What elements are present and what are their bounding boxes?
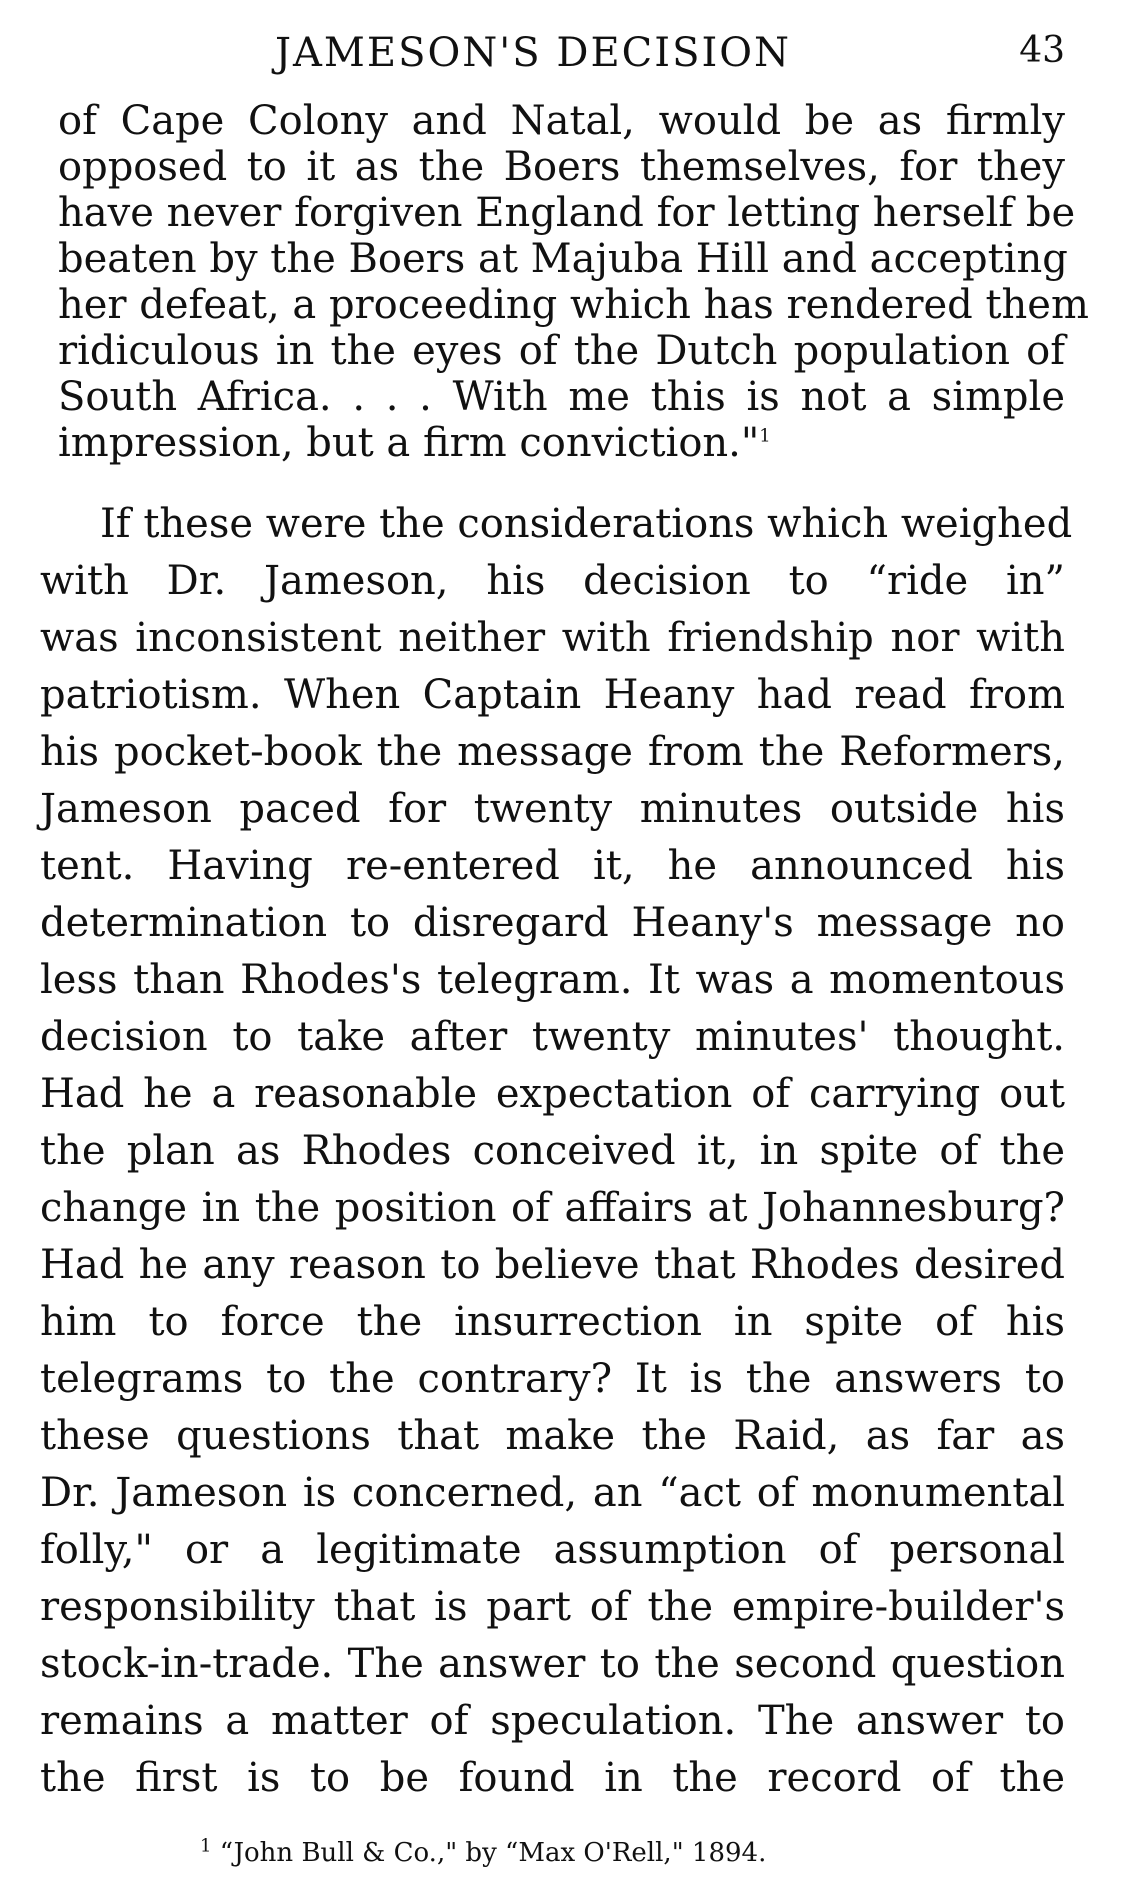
text-line-last bbox=[58, 420, 1065, 466]
text-line: the first is to be found in the record of the bbox=[40, 1755, 1065, 1801]
text-line: his pocket-book the message from the Reformers, bbox=[40, 729, 1065, 775]
footnote-reference: 1 bbox=[759, 425, 771, 447]
text-line: decision to take after twenty minutes' thought. bbox=[40, 1014, 1065, 1060]
quoted-passage bbox=[58, 98, 1089, 466]
text-line: opposed to it as the Boers themselves, for they bbox=[58, 144, 1065, 190]
footnote-text: “John Bull & Co.," by “Max O'Rell," 1894. bbox=[219, 1838, 767, 1868]
page-number: 43 bbox=[1019, 30, 1065, 71]
text-line: South Africa. . . . With me this is not a simple bbox=[58, 374, 1065, 420]
text-line: less than Rhodes's telegram. It was a momentous bbox=[40, 957, 1065, 1003]
text-line: with Dr. Jameson, his decision to “ride in” bbox=[40, 558, 1065, 604]
text-line: patriotism. When Captain Heany had read from bbox=[40, 672, 1065, 718]
text-line: Jameson paced for twenty minutes outside his bbox=[40, 786, 1065, 832]
text-line: If these were the considerations which weighed bbox=[100, 501, 1073, 547]
text-line: stock-in-trade. The answer to the second question bbox=[40, 1641, 1065, 1687]
text-line: Had he a reasonable expectation of carrying out bbox=[40, 1071, 1065, 1117]
text-line: Had he any reason to believe that Rhodes desired bbox=[40, 1242, 1065, 1288]
text-line: folly," or a legitimate assumption of personal bbox=[40, 1527, 1065, 1573]
text-line: the plan as Rhodes conceived it, in spite of the bbox=[40, 1128, 1065, 1174]
running-title: JAMESON'S DECISION bbox=[275, 30, 792, 76]
text-line: beaten by the Boers at Majuba Hill and accepting bbox=[58, 236, 1068, 282]
text-line: have never forgiven England for letting herself be bbox=[58, 190, 1076, 236]
footnote-mark: 1 bbox=[200, 1835, 212, 1857]
text-line: Dr. Jameson is concerned, an “act of monumental bbox=[40, 1470, 1065, 1516]
text-line-content: impression, but a firm conviction." bbox=[58, 420, 760, 466]
text-line: remains a matter of speculation. The answer to bbox=[40, 1698, 1065, 1744]
page-header bbox=[55, 30, 1065, 90]
text-line: of Cape Colony and Natal, would be as firmly bbox=[58, 98, 1065, 144]
text-line: tent. Having re-entered it, he announced his bbox=[40, 843, 1065, 889]
text-line: ridiculous in the eyes of the Dutch population of bbox=[58, 328, 1065, 374]
text-line: these questions that make the Raid, as far as bbox=[40, 1413, 1065, 1459]
footnote bbox=[200, 1835, 900, 1868]
text-line: him to force the insurrection in spite of his bbox=[40, 1299, 1065, 1345]
text-line: change in the position of affairs at Johannesburg? bbox=[40, 1185, 1065, 1231]
text-line: determination to disregard Heany's message no bbox=[40, 900, 1065, 946]
text-line: telegrams to the contrary? It is the answers to bbox=[40, 1356, 1065, 1402]
text-line: her defeat, a proceeding which has rendered them bbox=[58, 282, 1089, 328]
text-line: responsibility that is part of the empire-builder's bbox=[40, 1584, 1065, 1630]
main-paragraph bbox=[40, 496, 1073, 1807]
text-line: was inconsistent neither with friendship nor with bbox=[40, 615, 1065, 661]
